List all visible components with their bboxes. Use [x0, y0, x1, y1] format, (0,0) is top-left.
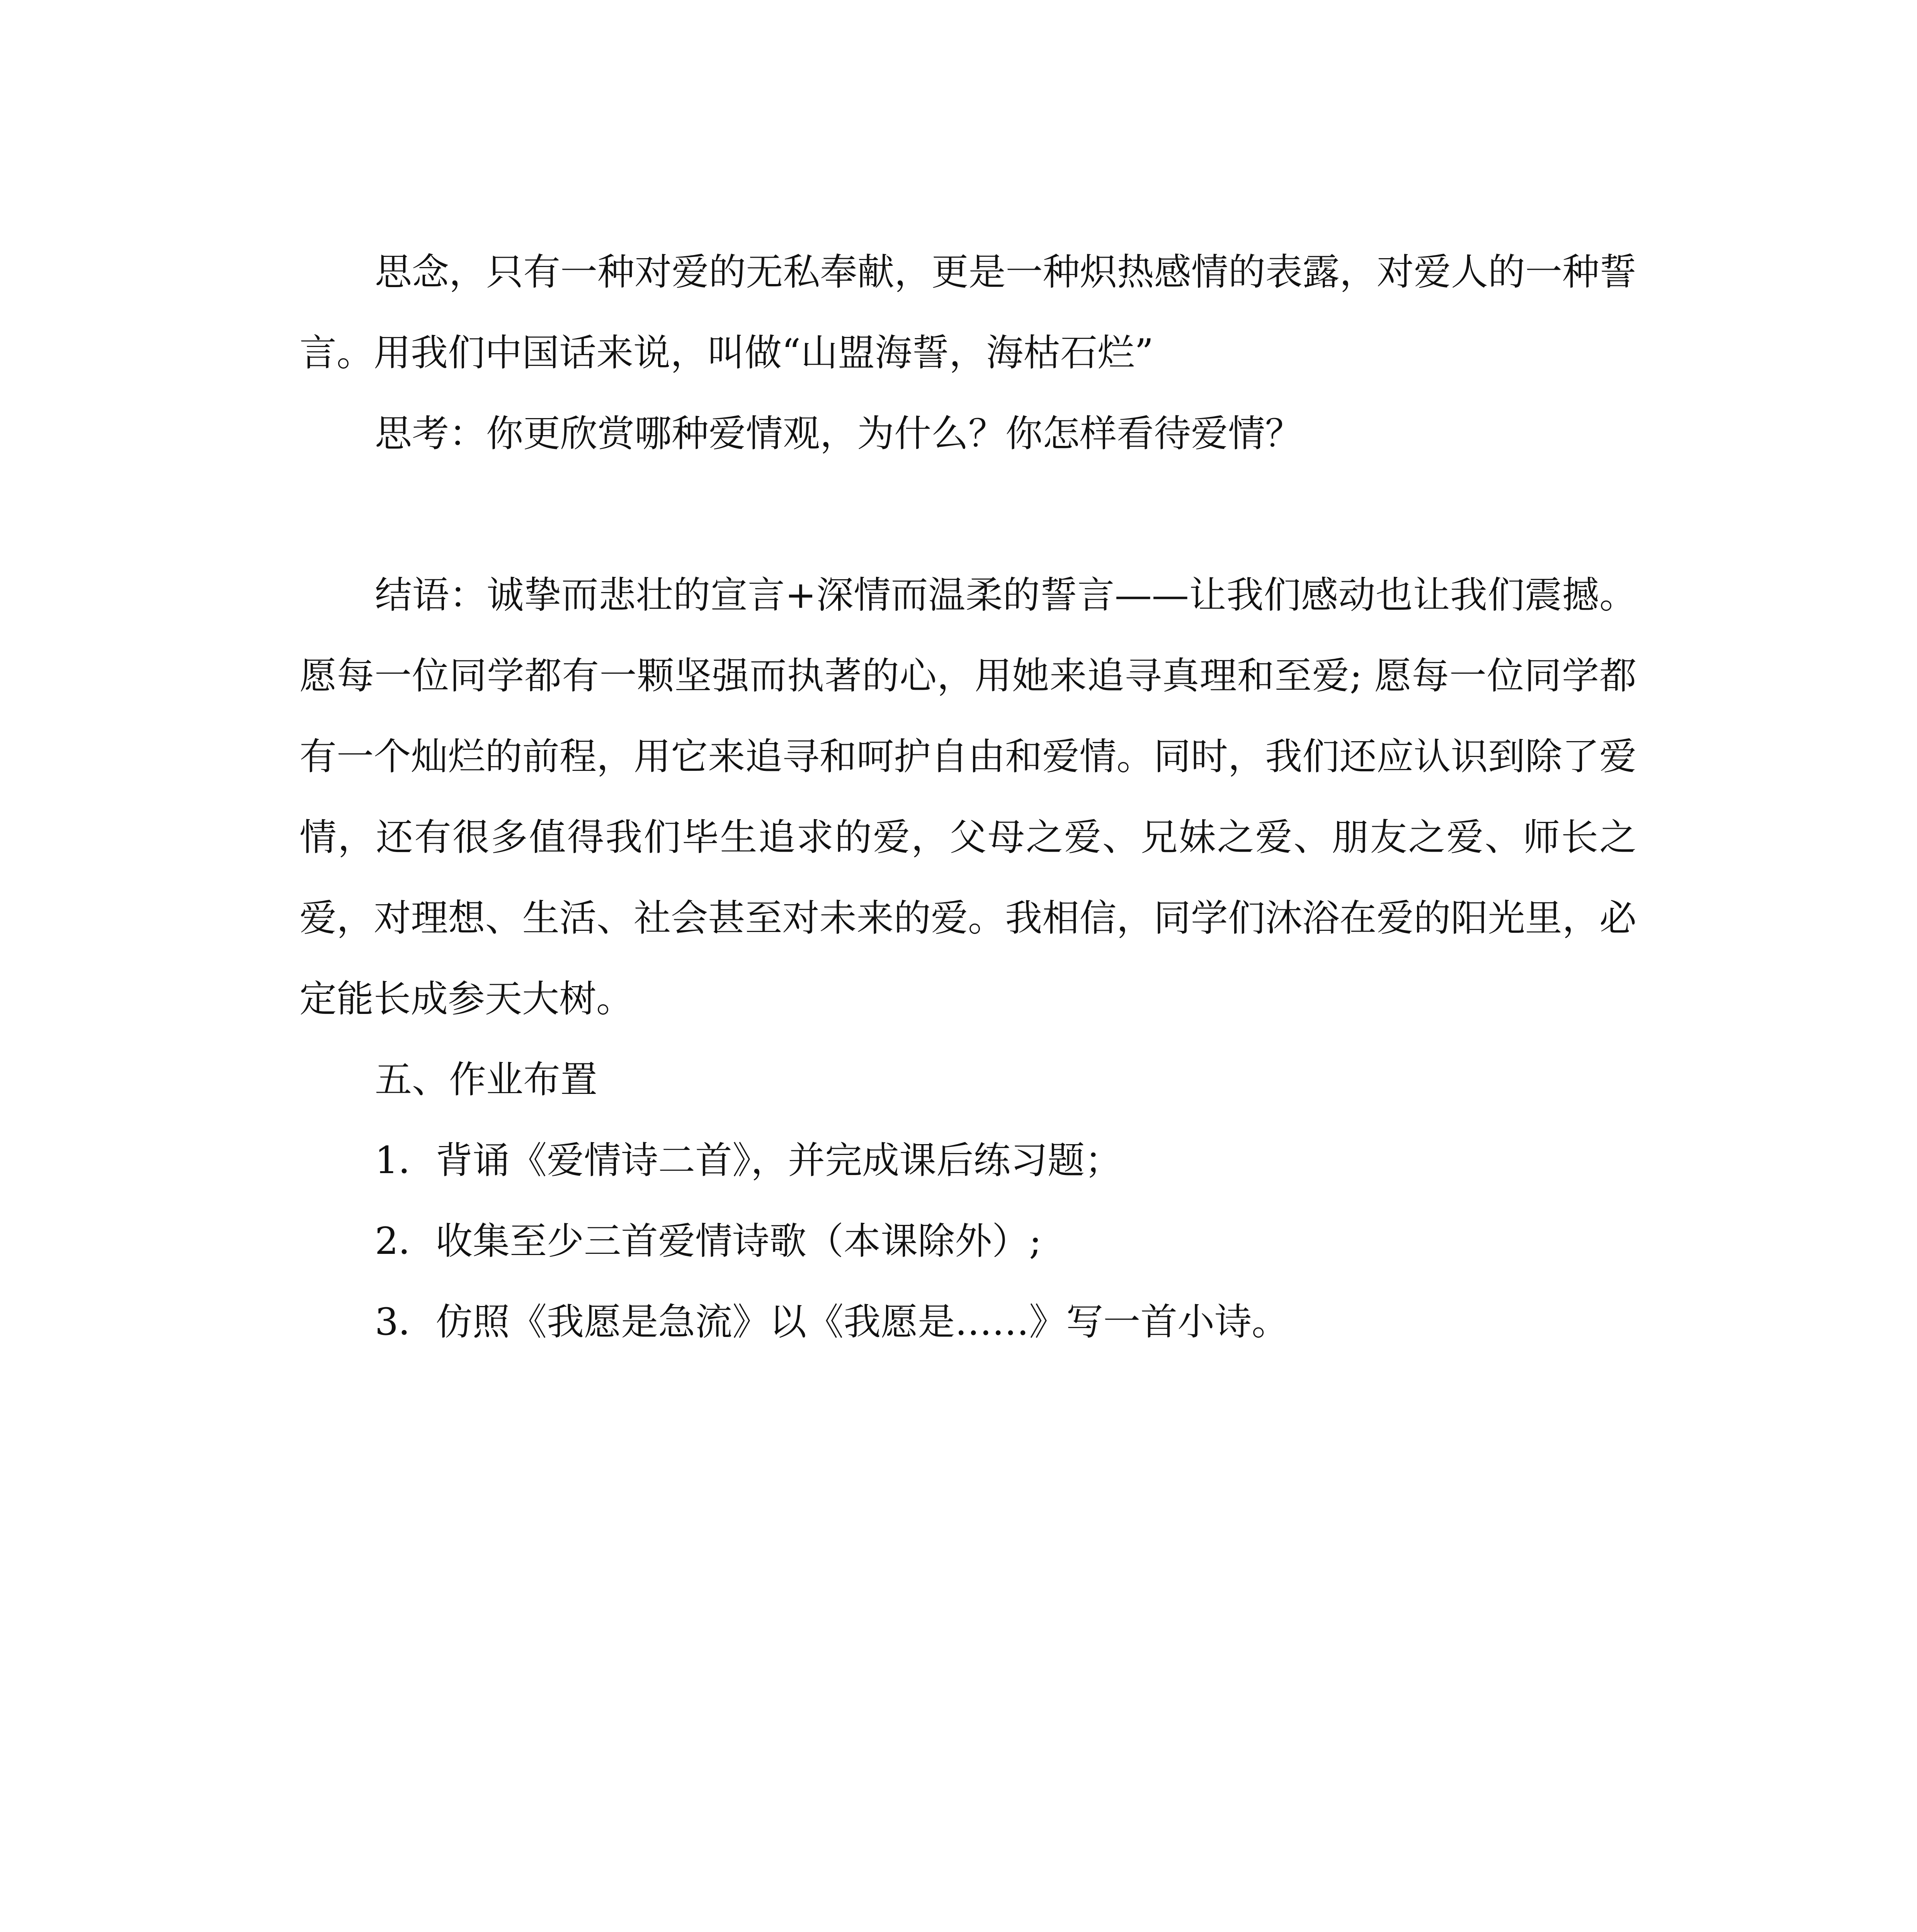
blank-line	[299, 474, 1636, 555]
paragraph-conclusion: 结语：诚挚而悲壮的宣言+深情而温柔的誓言——让我们感动也让我们震撼。愿每一位同学都有一颗坚强而执著的心，用她来追寻真理和至爱; 愿每一位同学都有一个灿烂的前程，用它来追寻和呵护自由和爱情。同时，我们还应认识到除了爱情，还有很多值得我们毕生追求的爱，父母之爱、兄妹之爱、朋友之爱、师长之爱，对理想、生活、社会甚至对未来的爱。我相信，同学们沐浴在爱的阳光里，必定能长成参天大树。	[299, 573, 1636, 1020]
paragraph-reflection-question: 思考：你更欣赏哪种爱情观，为什么？你怎样看待爱情？	[375, 412, 1302, 455]
homework-item-3: 3．仿照《我愿是急流》以《我愿是……》写一首小诗。	[375, 1300, 1289, 1344]
document-body	[299, 232, 1636, 1362]
homework-item-2: 2．收集至少三首爱情诗歌（本课除外）;	[375, 1219, 1042, 1263]
homework-heading: 五、作业布置	[375, 1058, 597, 1101]
paragraph-longing: 思念，只有一种对爱的无私奉献，更是一种炽热感情的表露，对爱人的一种誓言。用我们中国话来说，叫做“山盟海誓，海枯石烂”	[299, 250, 1636, 374]
homework-item-1: 1．背诵《爱情诗二首》，并完成课后练习题；	[375, 1139, 1122, 1182]
